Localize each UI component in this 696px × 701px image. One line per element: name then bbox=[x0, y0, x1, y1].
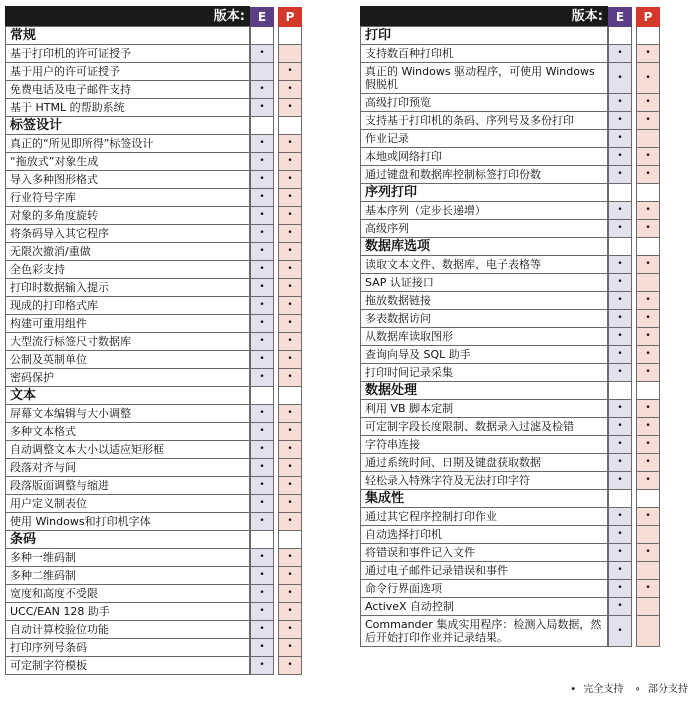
feature-row bbox=[5, 99, 302, 117]
edition-p-support: • bbox=[278, 135, 302, 153]
edition-e-support: • bbox=[250, 207, 274, 225]
edition-e-support: • bbox=[250, 171, 274, 189]
edition-p-badge: P bbox=[278, 7, 302, 27]
section-row bbox=[5, 27, 302, 45]
feature-label: 无限次撤消/重做 bbox=[5, 243, 250, 261]
feature-row bbox=[5, 459, 302, 477]
feature-label: 利用 VB 脚本定制 bbox=[360, 400, 608, 418]
feature-label: 通过键盘和数据库控制标签打印份数 bbox=[360, 166, 608, 184]
feature-label: 段落版面调整与缩进 bbox=[5, 477, 250, 495]
feature-row bbox=[5, 621, 302, 639]
section-row bbox=[360, 184, 660, 202]
legend bbox=[566, 684, 688, 696]
feature-label: SAP 认证接口 bbox=[360, 274, 608, 292]
edition-e-support: • bbox=[250, 441, 274, 459]
edition-p-support: • bbox=[636, 166, 660, 184]
edition-e-support: • bbox=[608, 220, 632, 238]
edition-p-support: • bbox=[278, 243, 302, 261]
edition-p-support: • bbox=[278, 333, 302, 351]
edition-e-support: • bbox=[250, 585, 274, 603]
version-label: 版本: bbox=[360, 6, 608, 27]
feature-row bbox=[360, 508, 660, 526]
edition-p-support: • bbox=[278, 513, 302, 531]
edition-p-support: • bbox=[278, 657, 302, 675]
feature-row bbox=[5, 351, 302, 369]
feature-label: 打印时数据输入提示 bbox=[5, 279, 250, 297]
feature-label: 基于用户的许可证授予 bbox=[5, 63, 250, 81]
edition-e-support: • bbox=[250, 549, 274, 567]
edition-e-support: • bbox=[250, 135, 274, 153]
feature-label: 查询向导及 SQL 助手 bbox=[360, 346, 608, 364]
version-label: 版本: bbox=[5, 6, 250, 27]
feature-row bbox=[360, 436, 660, 454]
section-e-cell bbox=[250, 27, 274, 45]
feature-row bbox=[360, 418, 660, 436]
partial-support-label: 部分支持 bbox=[648, 684, 688, 695]
section-title: 集成性 bbox=[360, 490, 608, 508]
full-support-mark: • bbox=[570, 684, 577, 695]
feature-label: 作业记录 bbox=[360, 130, 608, 148]
feature-label: 多种二维码制 bbox=[5, 567, 250, 585]
section-e-cell bbox=[608, 382, 632, 400]
feature-row bbox=[360, 63, 660, 94]
section-p-cell bbox=[636, 184, 660, 202]
feature-row bbox=[360, 346, 660, 364]
feature-row bbox=[360, 202, 660, 220]
edition-p-support: • bbox=[278, 639, 302, 657]
edition-e-support: • bbox=[250, 297, 274, 315]
feature-row bbox=[360, 166, 660, 184]
feature-row bbox=[360, 274, 660, 292]
feature-label: Commander 集成实用程序：检测入局数据，然后开始打印作业并记录结果。 bbox=[360, 616, 608, 647]
edition-p-support: • bbox=[278, 63, 302, 81]
feature-label: 行业符号字库 bbox=[5, 189, 250, 207]
feature-label: 真正的 Windows 驱动程序，可使用 Windows假脱机 bbox=[360, 63, 608, 94]
edition-e-support: • bbox=[250, 459, 274, 477]
edition-e-support: • bbox=[608, 418, 632, 436]
edition-p-support: • bbox=[636, 63, 660, 94]
feature-row bbox=[5, 207, 302, 225]
section-e-cell bbox=[608, 27, 632, 45]
edition-p-badge: P bbox=[636, 7, 660, 27]
edition-e-support: • bbox=[608, 364, 632, 382]
section-p-cell bbox=[636, 238, 660, 256]
edition-e-support: • bbox=[608, 45, 632, 63]
section-row bbox=[360, 27, 660, 45]
edition-p-support: • bbox=[278, 423, 302, 441]
section-p-cell bbox=[278, 531, 302, 549]
feature-label: 读取文本文件、数据库、电子表格等 bbox=[360, 256, 608, 274]
feature-label: 免费电话及电子邮件支持 bbox=[5, 81, 250, 99]
section-p-cell bbox=[278, 27, 302, 45]
edition-p-support: • bbox=[278, 369, 302, 387]
edition-p-support: • bbox=[278, 279, 302, 297]
feature-row bbox=[360, 364, 660, 382]
partial-support-mark: ∘ bbox=[634, 684, 641, 695]
edition-e-support: • bbox=[250, 243, 274, 261]
feature-label: 现成的打印格式库 bbox=[5, 297, 250, 315]
section-row bbox=[360, 238, 660, 256]
edition-e-support: • bbox=[608, 400, 632, 418]
edition-e-support: • bbox=[250, 225, 274, 243]
feature-label: 使用 Windows和打印机字体 bbox=[5, 513, 250, 531]
edition-p-support: • bbox=[278, 459, 302, 477]
feature-row bbox=[360, 148, 660, 166]
edition-p-support bbox=[636, 526, 660, 544]
edition-p-support: • bbox=[636, 544, 660, 562]
edition-e-support: • bbox=[250, 621, 274, 639]
edition-e-support: • bbox=[608, 472, 632, 490]
feature-row bbox=[5, 171, 302, 189]
edition-p-support: • bbox=[636, 436, 660, 454]
feature-row bbox=[5, 567, 302, 585]
section-e-cell bbox=[608, 490, 632, 508]
edition-e-support: • bbox=[608, 346, 632, 364]
feature-row bbox=[360, 220, 660, 238]
edition-p-support: • bbox=[278, 189, 302, 207]
edition-p-support: • bbox=[636, 328, 660, 346]
edition-e-support: • bbox=[250, 315, 274, 333]
section-title: 常规 bbox=[5, 27, 250, 45]
edition-p-support: • bbox=[636, 418, 660, 436]
section-e-cell bbox=[250, 117, 274, 135]
feature-label: 高级打印预览 bbox=[360, 94, 608, 112]
feature-label: 本地或网络打印 bbox=[360, 148, 608, 166]
feature-row bbox=[5, 63, 302, 81]
edition-e-cell bbox=[250, 6, 274, 27]
edition-e-support: • bbox=[608, 526, 632, 544]
edition-e-support: • bbox=[608, 436, 632, 454]
feature-row bbox=[360, 598, 660, 616]
feature-row bbox=[360, 292, 660, 310]
edition-e-support: • bbox=[250, 99, 274, 117]
feature-label: 多表数据访问 bbox=[360, 310, 608, 328]
feature-label: 多种一维码制 bbox=[5, 549, 250, 567]
edition-e-support: • bbox=[608, 63, 632, 94]
feature-row bbox=[5, 333, 302, 351]
edition-e-support: • bbox=[608, 274, 632, 292]
edition-e-support: • bbox=[608, 544, 632, 562]
feature-label: 打印时间记录采集 bbox=[360, 364, 608, 382]
edition-e-support: • bbox=[250, 81, 274, 99]
feature-row bbox=[360, 580, 660, 598]
section-row bbox=[5, 531, 302, 549]
edition-p-support: • bbox=[636, 148, 660, 166]
feature-label: 轻松录入特殊字符及无法打印字符 bbox=[360, 472, 608, 490]
feature-row bbox=[5, 297, 302, 315]
edition-p-support: • bbox=[278, 549, 302, 567]
edition-p-support bbox=[636, 274, 660, 292]
edition-e-support: • bbox=[250, 153, 274, 171]
edition-p-support: • bbox=[636, 472, 660, 490]
edition-e-support: • bbox=[250, 333, 274, 351]
feature-label: “拖放式”对象生成 bbox=[5, 153, 250, 171]
edition-p-support: • bbox=[278, 477, 302, 495]
section-title: 序列打印 bbox=[360, 184, 608, 202]
edition-p-support bbox=[636, 562, 660, 580]
feature-label: 拖放数据链接 bbox=[360, 292, 608, 310]
feature-row bbox=[360, 454, 660, 472]
edition-p-support: • bbox=[636, 508, 660, 526]
feature-label: 宽度和高度不受限 bbox=[5, 585, 250, 603]
edition-e-support: • bbox=[608, 562, 632, 580]
section-e-cell bbox=[250, 531, 274, 549]
edition-e-support: • bbox=[250, 657, 274, 675]
feature-label: 用户定义制表位 bbox=[5, 495, 250, 513]
edition-p-support: • bbox=[278, 351, 302, 369]
edition-e-support: • bbox=[608, 94, 632, 112]
edition-p-support: • bbox=[278, 153, 302, 171]
feature-table-right bbox=[360, 6, 660, 647]
edition-p-support: • bbox=[278, 297, 302, 315]
feature-label: 密码保护 bbox=[5, 369, 250, 387]
edition-e-badge: E bbox=[608, 7, 632, 27]
section-row bbox=[360, 382, 660, 400]
feature-label: 字符串连接 bbox=[360, 436, 608, 454]
edition-p-support bbox=[636, 598, 660, 616]
edition-p-support: • bbox=[278, 81, 302, 99]
feature-label: 可定制字符模板 bbox=[5, 657, 250, 675]
section-row bbox=[5, 387, 302, 405]
full-support-label: 完全支持 bbox=[583, 684, 624, 695]
feature-row bbox=[360, 130, 660, 148]
edition-p-support: • bbox=[278, 441, 302, 459]
edition-p-support: • bbox=[278, 225, 302, 243]
edition-e-support: • bbox=[608, 202, 632, 220]
feature-label: 支持数百种打印机 bbox=[360, 45, 608, 63]
edition-e-support: • bbox=[250, 189, 274, 207]
feature-row bbox=[360, 562, 660, 580]
section-title: 数据处理 bbox=[360, 382, 608, 400]
edition-p-support: • bbox=[636, 400, 660, 418]
edition-e-support: • bbox=[608, 256, 632, 274]
feature-row bbox=[360, 526, 660, 544]
feature-label: 高级序列 bbox=[360, 220, 608, 238]
edition-e-support: • bbox=[608, 616, 632, 647]
feature-label: 打印序列号条码 bbox=[5, 639, 250, 657]
edition-e-support: • bbox=[250, 423, 274, 441]
feature-row bbox=[5, 585, 302, 603]
edition-e-support: • bbox=[250, 513, 274, 531]
feature-label: 支持基于打印机的条码、序列号及多份打印 bbox=[360, 112, 608, 130]
edition-e-support: • bbox=[608, 130, 632, 148]
feature-label: 命令行界面选项 bbox=[360, 580, 608, 598]
feature-label: 多种文本格式 bbox=[5, 423, 250, 441]
section-title: 数据库选项 bbox=[360, 238, 608, 256]
edition-e-support: • bbox=[250, 639, 274, 657]
section-p-cell bbox=[636, 27, 660, 45]
feature-row bbox=[5, 225, 302, 243]
feature-row bbox=[360, 328, 660, 346]
edition-e-support: • bbox=[608, 292, 632, 310]
edition-p-support: • bbox=[636, 454, 660, 472]
feature-label: 自动计算校验位功能 bbox=[5, 621, 250, 639]
edition-p-support: • bbox=[278, 405, 302, 423]
edition-e-support: • bbox=[250, 603, 274, 621]
feature-row bbox=[5, 261, 302, 279]
feature-row bbox=[360, 400, 660, 418]
feature-row bbox=[5, 657, 302, 675]
feature-label: 公制及英制单位 bbox=[5, 351, 250, 369]
section-p-cell bbox=[636, 382, 660, 400]
edition-e-support: • bbox=[250, 495, 274, 513]
section-p-cell bbox=[278, 117, 302, 135]
feature-row bbox=[360, 544, 660, 562]
edition-p-support: • bbox=[278, 585, 302, 603]
feature-label: 自动调整文本大小以适应矩形框 bbox=[5, 441, 250, 459]
edition-e-support: • bbox=[608, 166, 632, 184]
edition-e-support: • bbox=[250, 567, 274, 585]
edition-p-support: • bbox=[636, 364, 660, 382]
feature-label: 真正的“所见即所得”标签设计 bbox=[5, 135, 250, 153]
feature-row bbox=[5, 81, 302, 99]
feature-label: 基本序列（定步长递增） bbox=[360, 202, 608, 220]
feature-row bbox=[5, 513, 302, 531]
edition-e-badge: E bbox=[250, 7, 274, 27]
section-p-cell bbox=[278, 387, 302, 405]
edition-p-support: • bbox=[636, 256, 660, 274]
feature-row bbox=[360, 256, 660, 274]
edition-p-support: • bbox=[278, 99, 302, 117]
edition-p-support: • bbox=[278, 567, 302, 585]
edition-e-support: • bbox=[250, 477, 274, 495]
edition-p-support: • bbox=[636, 220, 660, 238]
edition-p-support: • bbox=[636, 346, 660, 364]
feature-label: 可定制字段长度限制、数据录入过滤及检错 bbox=[360, 418, 608, 436]
edition-e-support: • bbox=[250, 351, 274, 369]
edition-e-support bbox=[250, 63, 274, 81]
feature-row bbox=[360, 45, 660, 63]
feature-row bbox=[360, 310, 660, 328]
feature-label: 自动选择打印机 bbox=[360, 526, 608, 544]
feature-row bbox=[5, 495, 302, 513]
feature-label: 全色彩支持 bbox=[5, 261, 250, 279]
edition-p-support: • bbox=[278, 207, 302, 225]
feature-row bbox=[5, 603, 302, 621]
edition-e-support: • bbox=[250, 45, 274, 63]
feature-row bbox=[360, 94, 660, 112]
edition-p-support: • bbox=[636, 112, 660, 130]
section-p-cell bbox=[636, 490, 660, 508]
feature-label: 导入多种图形格式 bbox=[5, 171, 250, 189]
section-title: 文本 bbox=[5, 387, 250, 405]
feature-row bbox=[5, 279, 302, 297]
header-row bbox=[5, 6, 302, 27]
edition-p-support: • bbox=[278, 171, 302, 189]
feature-label: UCC/EAN 128 助手 bbox=[5, 603, 250, 621]
section-e-cell bbox=[608, 184, 632, 202]
feature-label: 通过电子邮件记录错误和事件 bbox=[360, 562, 608, 580]
feature-label: 大型流行标签尺寸数据库 bbox=[5, 333, 250, 351]
edition-e-support: • bbox=[608, 112, 632, 130]
feature-label: 构建可重用组件 bbox=[5, 315, 250, 333]
feature-label: ActiveX 自动控制 bbox=[360, 598, 608, 616]
edition-e-support: • bbox=[608, 580, 632, 598]
edition-p-cell bbox=[278, 6, 302, 27]
feature-row bbox=[5, 477, 302, 495]
edition-p-support bbox=[278, 45, 302, 63]
section-title: 标签设计 bbox=[5, 117, 250, 135]
edition-e-support: • bbox=[250, 369, 274, 387]
edition-p-support: • bbox=[636, 292, 660, 310]
feature-row bbox=[5, 369, 302, 387]
edition-p-support: • bbox=[636, 94, 660, 112]
edition-p-support: • bbox=[278, 315, 302, 333]
edition-p-support: • bbox=[636, 45, 660, 63]
feature-table-left bbox=[5, 6, 302, 675]
edition-e-support: • bbox=[250, 279, 274, 297]
edition-e-support: • bbox=[608, 310, 632, 328]
section-row bbox=[5, 117, 302, 135]
edition-p-support: • bbox=[636, 580, 660, 598]
feature-label: 通过其它程序控制打印作业 bbox=[360, 508, 608, 526]
section-row bbox=[360, 490, 660, 508]
edition-p-support: • bbox=[636, 310, 660, 328]
feature-label: 从数据库读取图形 bbox=[360, 328, 608, 346]
edition-e-support: • bbox=[608, 148, 632, 166]
edition-p-cell bbox=[636, 6, 660, 27]
feature-row bbox=[360, 616, 660, 647]
feature-label: 屏幕文本编辑与大小调整 bbox=[5, 405, 250, 423]
feature-row bbox=[5, 441, 302, 459]
edition-e-support: • bbox=[608, 598, 632, 616]
feature-row bbox=[5, 153, 302, 171]
edition-e-support: • bbox=[608, 508, 632, 526]
section-title: 打印 bbox=[360, 27, 608, 45]
edition-e-support: • bbox=[608, 454, 632, 472]
section-e-cell bbox=[250, 387, 274, 405]
feature-row bbox=[5, 405, 302, 423]
feature-label: 通过系统时间、日期及键盘获取数据 bbox=[360, 454, 608, 472]
feature-row bbox=[360, 472, 660, 490]
edition-e-support: • bbox=[250, 261, 274, 279]
feature-row bbox=[5, 243, 302, 261]
feature-row bbox=[360, 112, 660, 130]
feature-row bbox=[5, 639, 302, 657]
feature-row bbox=[5, 549, 302, 567]
feature-row bbox=[5, 189, 302, 207]
edition-p-support: • bbox=[278, 261, 302, 279]
feature-row bbox=[5, 45, 302, 63]
feature-label: 基于打印机的许可证授予 bbox=[5, 45, 250, 63]
feature-label: 将条码导入其它程序 bbox=[5, 225, 250, 243]
header-row bbox=[360, 6, 660, 27]
edition-p-support bbox=[636, 130, 660, 148]
feature-label: 段落对齐与间 bbox=[5, 459, 250, 477]
feature-label: 将错误和事件记入文件 bbox=[360, 544, 608, 562]
feature-row bbox=[5, 135, 302, 153]
edition-e-cell bbox=[608, 6, 632, 27]
edition-p-support: • bbox=[636, 202, 660, 220]
edition-p-support bbox=[636, 616, 660, 647]
feature-row bbox=[5, 423, 302, 441]
section-e-cell bbox=[608, 238, 632, 256]
edition-p-support: • bbox=[278, 621, 302, 639]
feature-label: 对象的多角度旋转 bbox=[5, 207, 250, 225]
feature-label: 基于 HTML 的帮助系统 bbox=[5, 99, 250, 117]
edition-p-support: • bbox=[278, 495, 302, 513]
section-title: 条码 bbox=[5, 531, 250, 549]
edition-e-support: • bbox=[250, 405, 274, 423]
feature-row bbox=[5, 315, 302, 333]
edition-p-support: • bbox=[278, 603, 302, 621]
edition-e-support: • bbox=[608, 328, 632, 346]
